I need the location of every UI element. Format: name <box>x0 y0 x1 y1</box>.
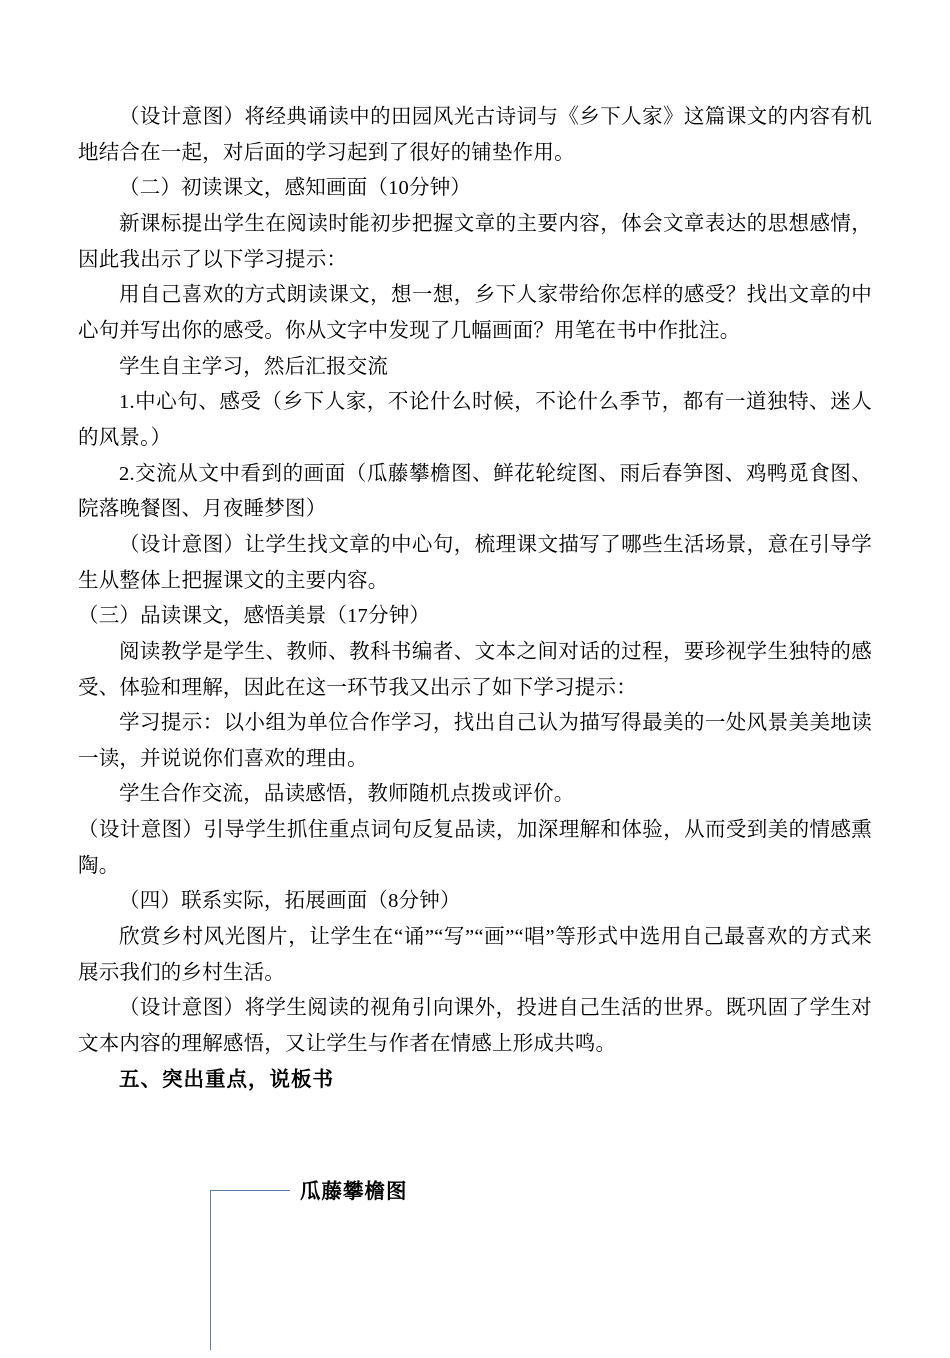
brace-top-line <box>210 1190 290 1191</box>
paragraph: （二）初读课文，感知画面（10分钟） <box>119 177 472 200</box>
paragraph: （设计意图）将学生阅读的视角引向课外，投进自己生活的世界。既巩固了学生对文本内容的理解感悟，又让学生与作者在情感上形成共鸣。 <box>78 997 872 1056</box>
paragraph: （设计意图）将经典诵读中的田园风光古诗词与《乡下人家》这篇课文的内容有机地结合在一起，对后面的学习起到了很好的铺垫作用。 <box>78 106 872 164</box>
brace-vertical-line <box>210 1190 211 1350</box>
section-heading: 五、突出重点，说板书 <box>119 1068 334 1091</box>
paragraph: （三）品读课文，感悟美景（17分钟） <box>78 605 431 628</box>
paragraph: 阅读教学是学生、教师、教科书编者、文本之间对话的过程，要珍视学生独特的感受、体验和理解，因此在这一环节我又出示了如下学习提示： <box>78 640 872 699</box>
paragraph: 2.交流从文中看到的画面（瓜藤攀檐图、鲜花轮绽图、雨后春笋图、鸡鸭觅食图、院落晚餐图、月夜睡梦图） <box>78 462 872 521</box>
paragraph: 欣赏乡村风光图片，让学生在“诵”“写”“画”“唱”等形式中选用自己最喜欢的方式来展示我们的乡村生活。 <box>78 926 872 984</box>
paragraph: （四）联系实际，拓展画面（8分钟） <box>119 890 461 913</box>
paragraph: （设计意图）让学生找文章的中心句，梳理课文描写了哪些生活场景，意在引导学生从整体上把握课文的主要内容。 <box>78 533 872 592</box>
blackboard-design-diagram <box>78 1138 872 1358</box>
document-body <box>78 100 872 1098</box>
paragraph: 用自己喜欢的方式朗读课文，想一想，乡下人家带给你怎样的感受？找出文章的中心句并写出你的感受。你从文字中发现了几幅画面？用笔在书中作批注。 <box>78 284 872 342</box>
paragraph: （设计意图）引导学生抓住重点词句反复品读，加深理解和体验，从而受到美的情感熏陶。 <box>78 819 872 877</box>
paragraph: 学生自主学习，然后汇报交流 <box>119 355 389 378</box>
paragraph: 新课标提出学生在阅读时能初步把握文章的主要内容，体会文章表达的思想感情，因此我出示了以下学习提示： <box>78 212 872 271</box>
paragraph: 学习提示：以小组为单位合作学习，找出自己认为描写得最美的一处风景美美地读一读，并说说你们喜欢的理由。 <box>78 712 872 770</box>
board-item-label: 瓜藤攀檐图 <box>300 1181 408 1204</box>
paragraph: 1.中心句、感受（乡下人家，不论什么时候，不论什么季节，都有一道独特、迷人的风景。） <box>78 391 872 449</box>
paragraph: 学生合作交流，品读感悟，教师随机点拨或评价。 <box>119 783 575 806</box>
